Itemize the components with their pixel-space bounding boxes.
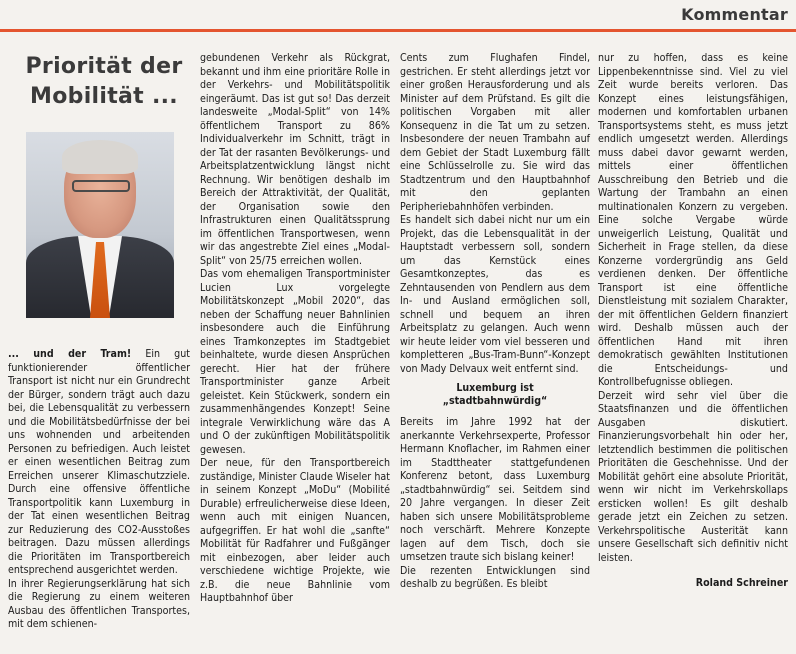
paragraph: Bereits im Jahre 1992 hat der anerkannte Verkehrsexperte, Professor Hermann Knoflacher, im Rahmen einer im Stadttheater stattgefundenen Konferenz betont, dass Luxemburg „stadtbahnwürdig“ sei. Seitdem sind 20 Jahre vergangen. In dieser Zeit haben sich unsere Mobilitätsprobleme noch verschärft. Mehrere Konzepte lagen auf dem Tisch, doch sie umsetzen traute sich bislang keiner! (400, 416, 590, 563)
paragraph: Derzeit wird sehr viel über die Staatsfinanzen und die öffentlichen Ausgaben diskutiert. Finanzierungsvorbehalt hin oder her, letztendlich bestimmen die politischen Prioritäten die Geschehnisse. Und der Mobilität gehört eine absolute Priorität, wenn wir nicht im Verkehrskollaps ersticken wollen! Es gilt deshalb gerade jetzt ein Zeichen zu setzen. Verkehrspolitische Austerität kann unsere Gesellschaft sich definitiv nicht leisten. (598, 389, 788, 564)
photo-hair (62, 140, 138, 174)
subheading-line-1: Luxemburg ist (456, 382, 534, 394)
article-column-4 (598, 52, 788, 591)
article-headline (16, 52, 192, 112)
subheading (400, 382, 590, 408)
article-column-2 (200, 52, 390, 606)
header-accent-rule (0, 29, 796, 32)
paragraph-text: Ein gut funktionierender öffentlicher Transport ist nicht nur ein Grundrecht der Bürger, sondern trägt auch dazu bei, die Lebensqualität zu verbessern und die Mobilitätsbedürfnisse der bei uns wohnenden und arbeitenden Personen zu befriedigen. Auch leistet er einen wesentlichen Beitrag zum Erreichen unserer Klimaschutzziele. Durch eine offensive öffentliche Transportpolitik kann Luxemburg in der Tat einen wesentlichen Beitrag zur Reduzierung des CO2-Ausstoßes beitragen. Dazu müssen allerdings die Prioritäten im Transportbereich entsprechend ausgerichtet werden. (8, 348, 190, 576)
paragraph: Das vom ehemaligen Transportminister Lucien Lux vorgelegte Mobilitätskonzept „Mobil 2020“, das neben der Schaffung neuer Bahnlinien insbesondere auch die Einführung eines Tramkonzeptes im Stadtgebiet beinhaltete, wurde diesen Ansprüchen gerecht. Hier hat der frühere Transportminister ganze Arbeit geleistet. Kein Stückwerk, sondern ein zusammenhängendes Konzept! Seine integrale Verwirklichung wäre das A und O der zukünftigen Mobilitätspolitik gewesen. (200, 268, 390, 456)
author-byline: Roland Schreiner (695, 577, 788, 589)
author-photo (26, 132, 174, 318)
section-label: Kommentar (681, 5, 788, 24)
headline-line-1: Priorität der (25, 54, 183, 79)
article-column-3 (400, 52, 590, 592)
photo-glasses (72, 180, 130, 192)
page-header (0, 0, 796, 30)
subheading-line-2: „stadtbahnwürdig“ (442, 395, 548, 407)
paragraph (8, 348, 190, 578)
paragraph: Es handelt sich dabei nicht nur um ein Projekt, das die Lebensqualität in der Hauptstadt verbessern soll, sondern um das Kernstück eines Gesamtkonzeptes, das es Zehntausenden von Pendlern aus dem In- und Ausland ermöglichen soll, schnell und bequem an ihren Arbeitsplatz zu gelangen. Auch wenn wir heute leider vom viel besseren und kompletteren „Bus-Tram-Bunn“-Konzept von Mady Delvaux weit entfernt sind. (400, 214, 590, 375)
headline-line-2: Mobilität ... (30, 84, 178, 109)
paragraph: gebundenen Verkehr als Rückgrat, bekannt und ihm eine prioritäre Rolle in der Verkehrs- und Mobilitätspolitik eingeräumt. Das ist gut so! Das derzeit landesweite „Modal-Split“ von 14% öffentlichem Transport zu 86% Individualverkehr im Schnitt, trägt in der Tat der rasanten Bevölkerungs- und Arbeitsplatzentwicklung längst nicht Rechnung. Wir benötigen deshalb im Bereich der Attraktivität, der Qualität, der Organisation sowie den Infrastrukturen einen Qualitätssprung im öffentlichen Transportwesen, wenn wir das angestrebte Ziel eines „Modal-Split“ von 25/75 erreichen wollen. (200, 52, 390, 267)
paragraph: In ihrer Regierungserklärung hat sich die Regierung zu einem weiteren Ausbau des öffentlichen Transportes, mit dem schienen- (8, 577, 190, 630)
paragraph: Der neue, für den Transportbereich zuständige, Minister Claude Wiseler hat in seinem Konzept „MoDu“ (Mobilité Durable) erfreulicherweise diese Ideen, wenn auch mit einigen Nuancen, aufgegriffen. Er hat wohl die „sanfte“ Mobilität für Radfahrer und Fußgänger mit einbezogen, aber leider auch verschiedene wichtige Projekte, wie z.B. die neue Bahnlinie vom Hauptbahnhof über (200, 457, 390, 604)
paragraph: Cents zum Flughafen Findel, gestrichen. Er steht allerdings jetzt vor einer großen Herausforderung und als Minister auf dem Prüfstand. Es gilt die politischen Vorgaben mit aller Konsequenz in die Tat um zu setzen. Insbesondere der neuen Trambahn auf dem Gebiet der Stadt Luxemburg fällt eine Schlüsselrolle zu. Sie wird das Stadtzentrum und den Hauptbahnhof mit den geplanten Peripheriebahnhöfen verbinden. (400, 52, 590, 213)
paragraph: nur zu hoffen, dass es keine Lippenbekenntnisse sind. Viel zu viel Zeit wurde bereits verloren. Das Konzept eines leistungsfähigen, modernen und komfortablen urbanen Transportsystems steht, es muss jetzt endlich umgesetzt werden. Allerdings muss dabei davor gewarnt werden, mittels einer öffentlichen Ausschreibung den Betrieb und die Wartung der Trambahn an einen multinationalen Konzern zu vergeben. Eine solche Vergabe würde unweigerlich Leistung, Qualität und Sicherheit in Frage stellen, da diese Konzerne vordergründig ans Geld verdienen denken. Der öffentliche Transport ist eine öffentliche Dienstleistung mit sozialem Charakter, der mit öffentlichen Geldern finanziert wird. Deshalb müssen auch der öffentlichen Hand mit ihren demokratisch gewählten Institutionen die Entscheidungs- und Kontrollbefugnisse obliegen. (598, 52, 788, 388)
paragraph: Die rezenten Entwicklungen sind deshalb zu begrüßen. Es bleibt (400, 564, 590, 590)
lead-in: ... und der Tram! (8, 348, 132, 360)
article-column-1 (8, 348, 190, 632)
